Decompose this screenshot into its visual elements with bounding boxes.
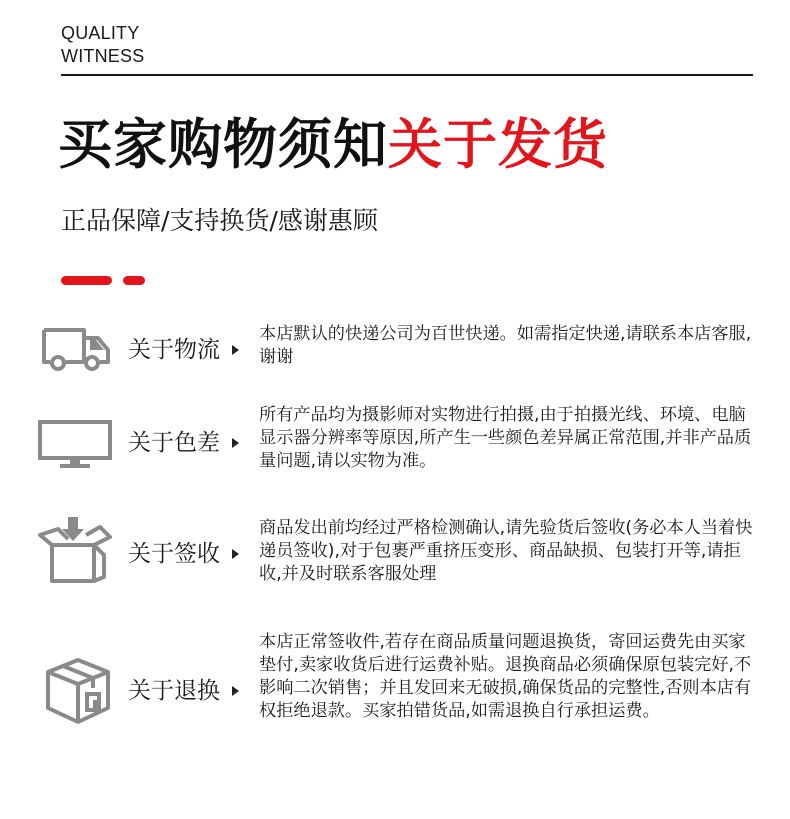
- notice-item-signing: [0, 515, 790, 595]
- caret-right-icon: [232, 438, 239, 448]
- delivery-truck-icon: [36, 324, 114, 376]
- decorative-bar-short: [123, 276, 145, 285]
- notice-label-logistics: 关于物流: [128, 337, 220, 363]
- notice-desc-color: 所有产品均为摄影师对实物进行拍摄,由于拍摄光线、环境、电脑显示器分辨率等原因,所产生一些颜色差异属正常范围,并非产品质量问题,请以实物为准。: [259, 405, 752, 471]
- notice-desc-returns: 本店正常签收件,若存在商品质量问题退换货，寄回运费先由买家垫付,卖家收货后进行运费补贴。退换商品必须确保原包装完好,不影响二次销售；并且发回来无破损,确保货品的完整性,否则本店有权拒绝退款。买家拍错货品,如需退换自行承担运费。: [259, 632, 752, 721]
- notice-label-returns: 关于退换: [128, 678, 220, 704]
- page-title: [58, 112, 608, 178]
- notice-item-returns: [0, 630, 790, 755]
- header-divider: [61, 74, 753, 76]
- monitor-icon: [36, 418, 114, 474]
- caret-right-icon: [232, 686, 239, 696]
- caret-right-icon: [232, 549, 239, 559]
- brand-line-2: WITNESS: [61, 46, 145, 66]
- caret-right-icon: [232, 345, 239, 355]
- package-receive-icon: [36, 515, 116, 591]
- notice-label-signing: 关于签收: [128, 541, 220, 567]
- page-title-main: 买家购物须知: [58, 113, 388, 176]
- notice-label-color: 关于色差: [128, 430, 220, 456]
- return-box-icon: [44, 656, 112, 730]
- notice-desc-signing: 商品发出前均经过严格检测确认,请先验货后签收(务必本人当着快递员签收),对于包裹严重挤压变形、商品缺损、包装打开等,请拒收,并及时联系客服处理: [259, 518, 753, 584]
- notice-item-color: [0, 404, 790, 484]
- decorative-bar-long: [61, 276, 112, 285]
- page-title-accent: 关于发货: [388, 113, 608, 176]
- brand-logo: [61, 22, 144, 68]
- brand-line-1: QUALITY: [61, 23, 140, 43]
- page-subtitle: 正品保障/支持换货/感谢惠顾: [61, 206, 378, 235]
- notice-item-logistics: [0, 318, 790, 388]
- notice-desc-logistics: 本店默认的快递公司为百世快递。如需指定快递,请联系本店客服,谢谢: [259, 324, 752, 367]
